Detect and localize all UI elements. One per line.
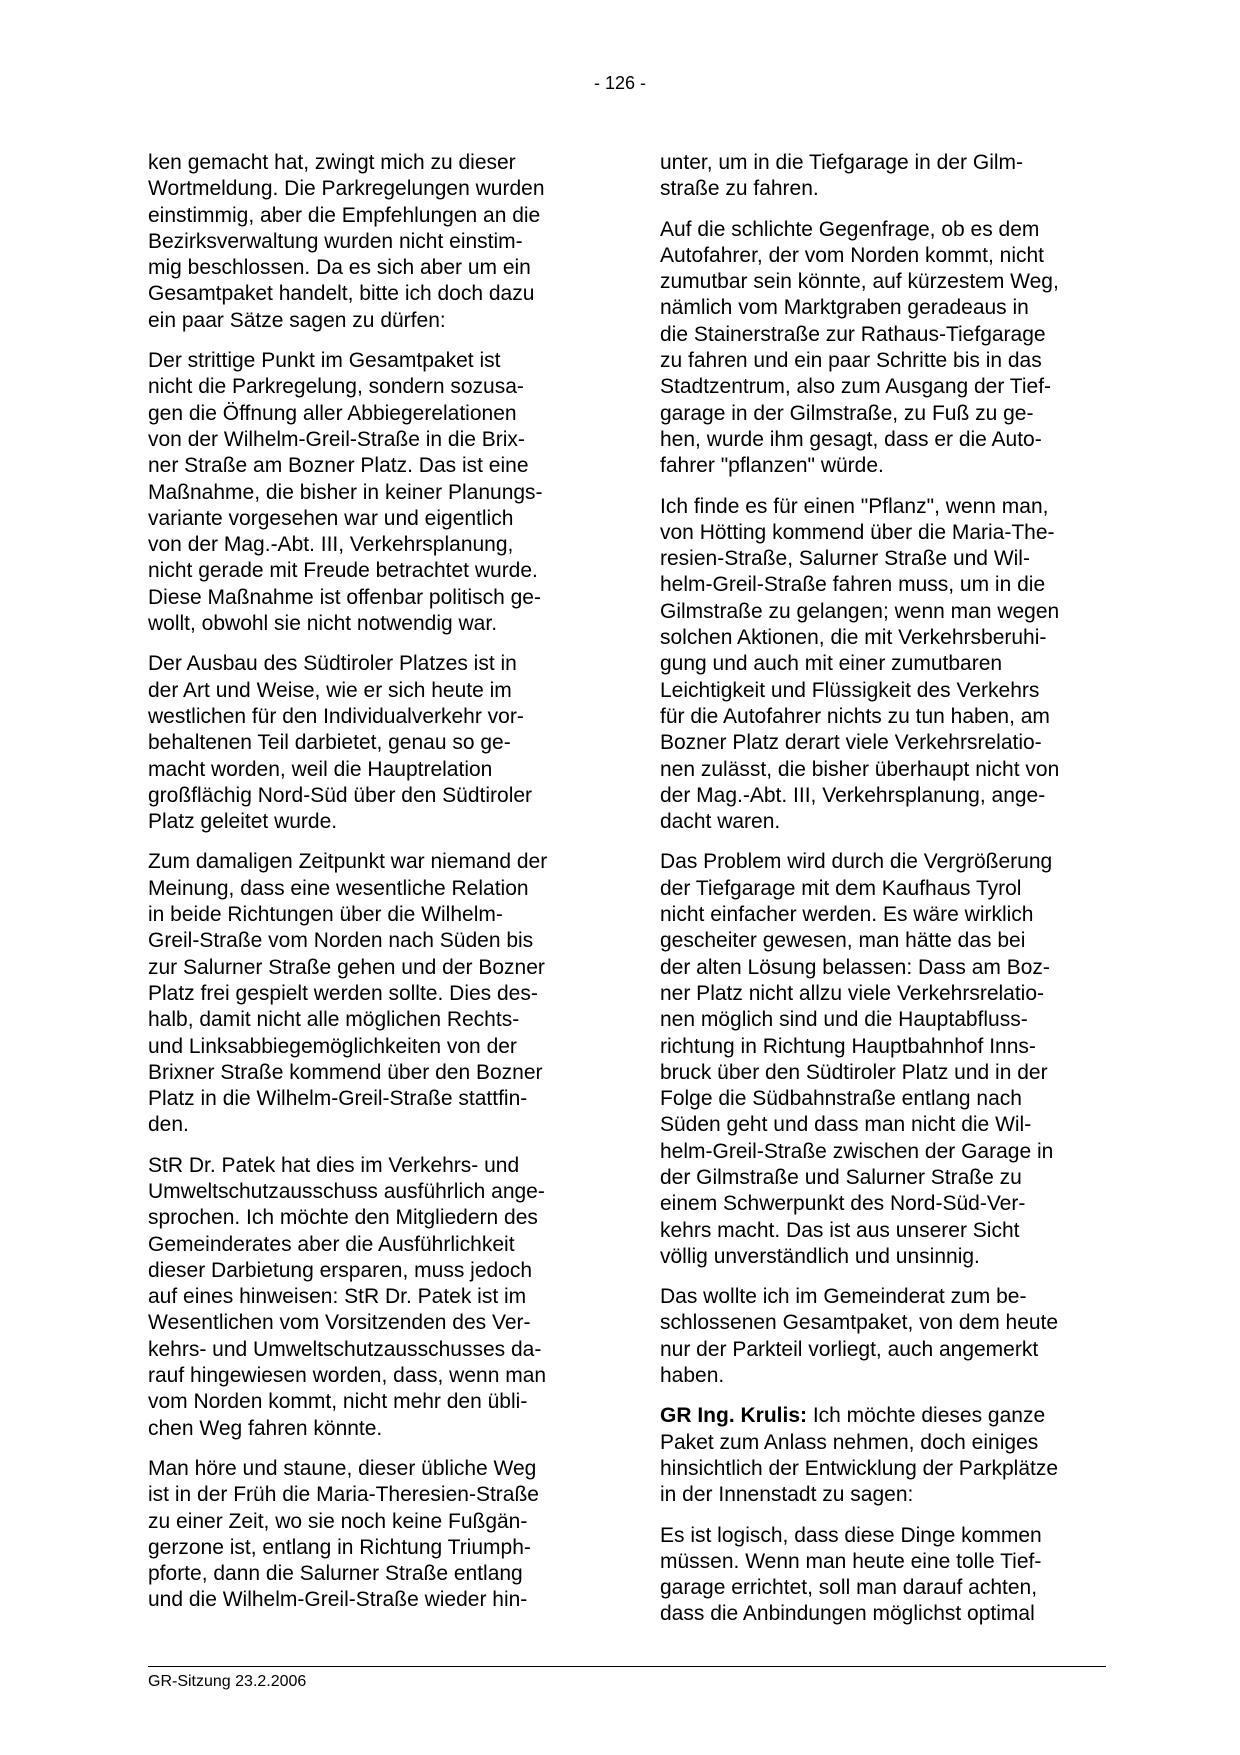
left-text-column xyxy=(148,150,600,1628)
speaker-paragraph xyxy=(660,1403,1112,1508)
speaker-name: GR Ing. Krulis: xyxy=(660,1404,807,1428)
paragraph: Zum damaligen Zeitpunkt war niemand der Meinung, dass eine wesentliche Relation in beide Richtungen über die Wilhelm- Greil-Straße vom Norden nach Süden bis zur Salurner Straße gehen und der Bozner Platz frei gespielt werden sollte. Dies des- halb, damit nicht alle möglichen Rechts- und Linksabbiegemöglichkeiten von der Brixner Straße kommend über den Bozner Platz in die Wilhelm-Greil-Straße stattfin- den. xyxy=(148,850,548,1137)
right-text-column xyxy=(660,150,1112,1642)
paragraph: StR Dr. Patek hat dies im Verkehrs- und Umweltschutzausschuss ausführlich ange- sprochen. Ich möchte den Mitgliedern des Gemeinderates aber die Ausführlichkeit dieser Darbietung ersparen, muss jedoch auf eines hinweisen: StR Dr. Patek ist im Wesentlichen vom Vorsitzenden des Ver- kehrs- und Umweltschutzausschusses da- rauf hingewiesen worden, dass, wenn man vom Norden kommt, nicht mehr den übli- chen Weg fahren könnte. xyxy=(148,1153,547,1440)
page-number: - 126 - xyxy=(593,73,647,93)
footer-session-label: GR-Sitzung 23.2.2006 xyxy=(148,1673,307,1690)
speaker-statement: Ich möchte dieses ganze Paket zum Anlass nehmen, doch einiges hinsichtlich der Entwicklung der Parkplätze in der Innenstadt zu sagen: xyxy=(660,1404,1059,1507)
paragraph: Man höre und staune, dieser übliche Weg ist in der Früh die Maria-Theresien-Straße zu einer Zeit, wo sie noch keine Fußgän- gerzone ist, entlang in Richtung Triumph- pforte, dann die Salurner Straße entlang und die Wilhelm-Greil-Straße wieder hin- xyxy=(148,1456,539,1612)
paragraph: Der strittige Punkt im Gesamtpaket ist nicht die Parkregelung, sondern sozusa- gen die Öffnung aller Abbiegerelationen von der Wilhelm-Greil-Straße in die Brix- ner Straße am Bozner Platz. Das ist eine Maßnahme, die bisher in keiner Planungs- variante vorgesehen war und eigentlich von der Mag.-Abt. III, Verkehrsplanung, nicht gerade mit Freude betrachtet wurde. Diese Maßnahme ist offenbar politisch ge- wollt, obwohl sie nicht notwendig war. xyxy=(148,349,543,636)
footer-divider xyxy=(148,1666,1106,1667)
paragraph: Es ist logisch, dass diese Dinge kommen müssen. Wenn man heute eine tolle Tief- garage errichtet, soll man darauf achten, dass die Anbindungen möglichst optimal xyxy=(660,1523,1042,1626)
paragraph: Das wollte ich im Gemeinderat zum be- schlossenen Gesamtpaket, von dem heute nur der Parkteil vorliegt, auch angemerkt haben. xyxy=(660,1285,1059,1388)
paragraph: unter, um in die Tiefgarage in der Gilm- straße zu fahren. xyxy=(660,151,1024,201)
paragraph: Der Ausbau des Südtiroler Platzes ist in der Art und Weise, wie er sich heute im westlichen für den Individualverkehr vor- behaltenen Teil darbietet, genau so ge- macht worden, weil die Hauptrelation großflächig Nord-Süd über den Südtiroler Platz geleitet wurde. xyxy=(148,652,533,834)
paragraph: ken gemacht hat, zwingt mich zu dieser Wortmeldung. Die Parkregelungen wurden einstimmig, aber die Empfehlungen an die Bezirksverwaltung wurden nicht einstim- mig beschlossen. Da es sich aber um ein Gesamtpaket handelt, bitte ich doch dazu ein paar Sätze sagen zu dürfen: xyxy=(148,151,545,332)
paragraph: Auf die schlichte Gegenfrage, ob es dem Autofahrer, der vom Norden kommt, nicht zumutbar sein könnte, auf kürzestem Weg, nämlich vom Marktgraben geradeaus in die Stainerstraße zur Rathaus-Tiefgarage zu fahren und ein paar Schritte bis in das Stadtzentrum, also zum Ausgang der Tief- garage in der Gilmstraße, zu Fuß zu ge- hen, wurde ihm gesagt, dass er die Auto- fahrer "pflanzen" würde. xyxy=(660,217,1059,478)
paragraph: Ich finde es für einen "Pflanz", wenn man, von Hötting kommend über die Maria-The- resien-Straße, Salurner Straße und Wil- helm-Greil-Straße fahren muss, um in die Gilmstraße zu gelangen; wenn man wegen solchen Aktionen, die mit Verkehrsberuhi- gung und auch mit einer zumutbaren Leichtigkeit und Flüssigkeit des Verkehrs für die Autofahrer nichts zu tun haben, am Bozner Platz derart viele Verkehrsrelatio- nen zulässt, die bisher überhaupt nicht von der Mag.-Abt. III, Verkehrsplanung, ange- dacht waren. xyxy=(660,494,1060,834)
paragraph: Das Problem wird durch die Vergrößerung der Tiefgarage mit dem Kaufhaus Tyrol nicht einfacher werden. Es wäre wirklich gescheiter gewesen, man hätte das bei der alten Lösung belassen: Dass am Boz- ner Platz nicht allzu viele Verkehrsrelatio- nen möglich sind und die Hauptabfluss- richtung in Richtung Hauptbahnhof Inns- bruck über den Südtiroler Platz und in der Folge die Südbahnstraße entlang nach Süden geht und dass man nicht die Wil- helm-Greil-Straße zwischen der Garage in der Gilmstraße und Salurner Straße zu einem Schwerpunkt des Nord-Süd-Ver- kehrs macht. Das ist aus unserer Sicht völlig unverständlich und unsinnig. xyxy=(660,850,1054,1268)
